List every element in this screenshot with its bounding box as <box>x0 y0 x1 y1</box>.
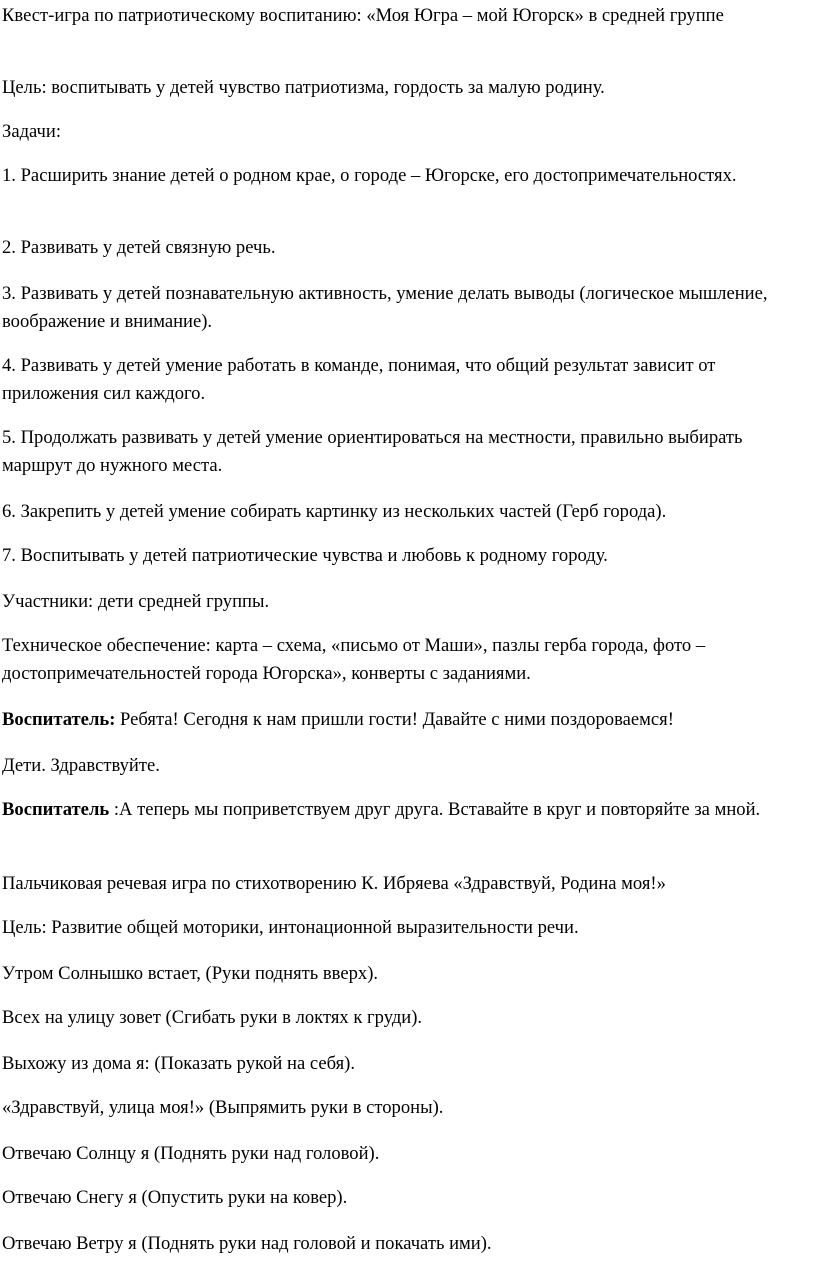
dialogue-teacher-1 <box>2 706 814 734</box>
speaker-label: Воспитатель <box>2 799 110 820</box>
dialogue-children: Дети. Здравствуйте. <box>2 755 160 776</box>
game-goal: Цель: Развитие общей моторики, интонационной выразительности речи. <box>2 917 579 938</box>
document-title: Квест-игра по патриотическому воспитанию: «Моя Югра – мой Югорск» в средней группе <box>2 5 724 26</box>
task-item-5: 5. Продолжать развивать у детей умение ориентироваться на местности, правильно выбирать маршрут до нужного места. <box>2 427 743 476</box>
poem-line-5: Отвечаю Солнцу я (Поднять руки над головой). <box>2 1143 380 1164</box>
speaker-text: Ребята! Сегодня к нам пришли гости! Давайте с ними поздороваемся! <box>115 709 674 730</box>
task-item-3: 3. Развивать у детей познавательную активность, умение делать выводы (логическое мышление, воображение и внимание). <box>2 283 768 332</box>
poem-line-4: «Здравствуй, улица моя!» (Выпрямить руки в стороны). <box>2 1097 444 1118</box>
task-item-1: 1. Расширить знание детей о родном крае, о городе – Югорске, его достопримечательностях. <box>2 165 737 186</box>
goal-paragraph: Цель: воспитывать у детей чувство патриотизма, гордость за малую родину. <box>2 77 605 98</box>
dialogue-teacher-2 <box>2 796 814 824</box>
game-title: Пальчиковая речевая игра по стихотворению К. Ибряева «Здравствуй, Родина моя!» <box>2 873 666 894</box>
task-item-7: 7. Воспитывать у детей патриотические чувства и любовь к родному городу. <box>2 545 608 566</box>
task-item-4: 4. Развивать у детей умение работать в команде, понимая, что общий результат зависит от приложения сил каждого. <box>2 355 716 404</box>
poem-line-6: Отвечаю Снегу я (Опустить руки на ковер). <box>2 1187 348 1208</box>
speaker-text: :А теперь мы поприветствуем друг друга. Вставайте в круг и повторяйте за мной. <box>109 799 761 820</box>
poem-line-3: Выхожу из дома я: (Показать рукой на себя). <box>2 1053 355 1074</box>
task-item-2: 2. Развивать у детей связную речь. <box>2 237 276 258</box>
participants-paragraph: Участники: дети средней группы. <box>2 591 270 612</box>
poem-line-7: Отвечаю Ветру я (Поднять руки над головой и покачать ими). <box>2 1233 492 1254</box>
speaker-label: Воспитатель: <box>2 709 116 730</box>
tasks-heading: Задачи: <box>2 121 62 142</box>
equipment-paragraph: Техническое обеспечение: карта – схема, «письмо от Маши», пазлы герба города, фото – достопримечательностей города Югорска», конверты с заданиями. <box>2 635 706 684</box>
poem-line-2: Всех на улицу зовет (Сгибать руки в локтях к груди). <box>2 1007 423 1028</box>
task-item-6: 6. Закрепить у детей умение собирать картинку из нескольких частей (Герб города). <box>2 501 667 522</box>
poem-line-1: Утром Солнышко встает, (Руки поднять вверх). <box>2 963 379 984</box>
